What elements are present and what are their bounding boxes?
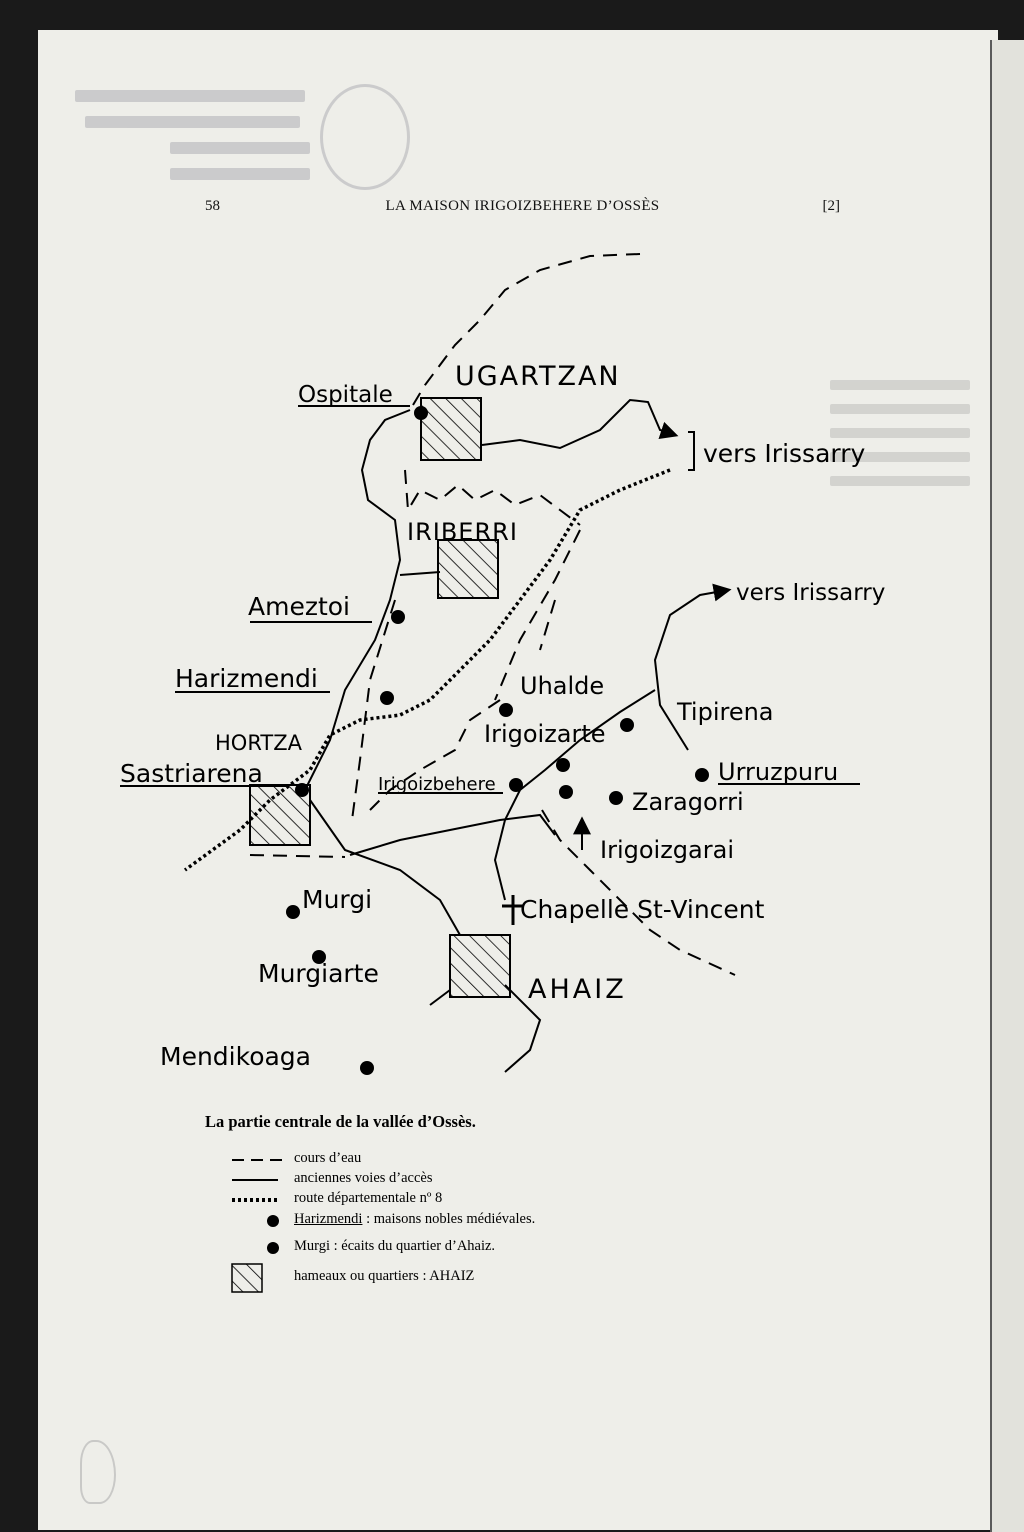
label-ahaiz: AHAIZ — [528, 974, 627, 1005]
label-sastriarena: Sastriarena — [120, 759, 263, 788]
hamlet-iriberri-symbol — [438, 540, 498, 598]
road-iriberri-spur — [400, 572, 440, 575]
legend-hameaux-label: hameaux ou quartiers : AHAIZ — [294, 1268, 475, 1284]
road-vers-irissarry-mid — [655, 590, 728, 750]
dot-tipirena — [620, 718, 634, 732]
legend-dash-symbol — [228, 1150, 288, 1170]
part-marker: [2] — [822, 198, 840, 214]
dot-uhalde — [499, 703, 513, 717]
legend-ecaits-label: Murgi : écaits du quartier d’Ahaiz. — [294, 1238, 496, 1254]
stream-southeast — [542, 810, 735, 975]
dot-ospitale — [414, 406, 428, 420]
label-murgiarte: Murgiarte — [258, 959, 379, 988]
dot-ameztoi — [391, 610, 405, 624]
label-vers-irissarry-mid: vers Irissarry — [736, 580, 886, 606]
dot-urruzpuru — [695, 768, 709, 782]
label-chapelle: Chapelle St-Vincent — [520, 895, 765, 924]
dot-sastriarena — [295, 783, 309, 797]
legend-route-symbol — [228, 1190, 288, 1210]
legend-roads-label: anciennes voies d’accès — [294, 1170, 433, 1186]
label-irigoizarte: Irigoizarte — [484, 720, 606, 748]
legend-nobles-name: Harizmendi — [294, 1211, 363, 1227]
road-vers-irissarry-top — [482, 400, 675, 448]
label-ameztoi: Ameztoi — [248, 592, 351, 621]
label-urruzpuru: Urruzpuru — [718, 758, 839, 786]
legend-nobles-label — [294, 1211, 535, 1228]
legend-nobles-desc: : maisons nobles médiévales. — [362, 1211, 536, 1227]
label-ospitale: Ospitale — [298, 382, 393, 408]
label-ugartzan: UGARTZAN — [455, 361, 621, 392]
running-title: LA MAISON IRIGOIZBEHERE D’OSSÈS — [385, 198, 660, 214]
legend-route-label: route départementale nº 8 — [294, 1190, 443, 1206]
legend-row-nobles — [228, 1211, 748, 1233]
label-tipirena: Tipirena — [677, 698, 774, 726]
legend-row-roads — [228, 1170, 748, 1192]
bracket-vers — [688, 432, 694, 470]
legend-dot-symbol — [228, 1238, 288, 1258]
dot-mendikoaga — [360, 1061, 374, 1075]
stream-sastriarena — [250, 855, 345, 857]
label-irigoizbehere: Irigoizbehere — [378, 774, 496, 795]
stream-branch — [540, 600, 555, 650]
road-ahaiz-west — [430, 990, 450, 1005]
legend-line-symbol — [228, 1170, 288, 1190]
figure-caption: La partie centrale de la vallée d’Ossès. — [205, 1112, 476, 1131]
label-harizmendi: Harizmendi — [175, 664, 318, 693]
legend-row-route — [228, 1190, 748, 1212]
hamlet-ugartzan-symbol — [421, 398, 481, 460]
stream-iriberri — [405, 470, 580, 525]
dot-irigoizbehere — [509, 778, 523, 792]
label-vers-irissarry-top: vers Irissarry — [703, 439, 866, 468]
road-sastriarena-ahaiz — [310, 800, 460, 935]
dot-murgi — [286, 905, 300, 919]
dot-zaragorri — [609, 791, 623, 805]
label-murgi: Murgi — [302, 885, 373, 914]
legend-dot-symbol — [228, 1211, 288, 1231]
legend-hatch-symbol — [228, 1262, 288, 1294]
label-mendikoaga: Mendikoaga — [160, 1042, 312, 1071]
label-zaragorri: Zaragorri — [632, 788, 744, 816]
dot-harizmendi — [380, 691, 394, 705]
label-uhalde: Uhalde — [520, 672, 605, 700]
legend-row-ecaits — [228, 1238, 748, 1260]
legend-streams-label: cours d’eau — [294, 1150, 362, 1166]
hamlet-ahaiz-symbol — [450, 935, 510, 997]
legend-row-hameaux — [228, 1262, 748, 1294]
label-hortza: HORTZA — [215, 731, 302, 755]
legend-row-streams — [228, 1150, 748, 1172]
road-cross — [350, 815, 555, 855]
page-number: 58 — [205, 198, 220, 214]
label-irigoizgarai: Irigoizgarai — [600, 836, 734, 864]
dot-irigoizgarai — [559, 785, 573, 799]
label-iriberri: IRIBERRI — [407, 518, 518, 546]
dot-irigoizarte — [556, 758, 570, 772]
